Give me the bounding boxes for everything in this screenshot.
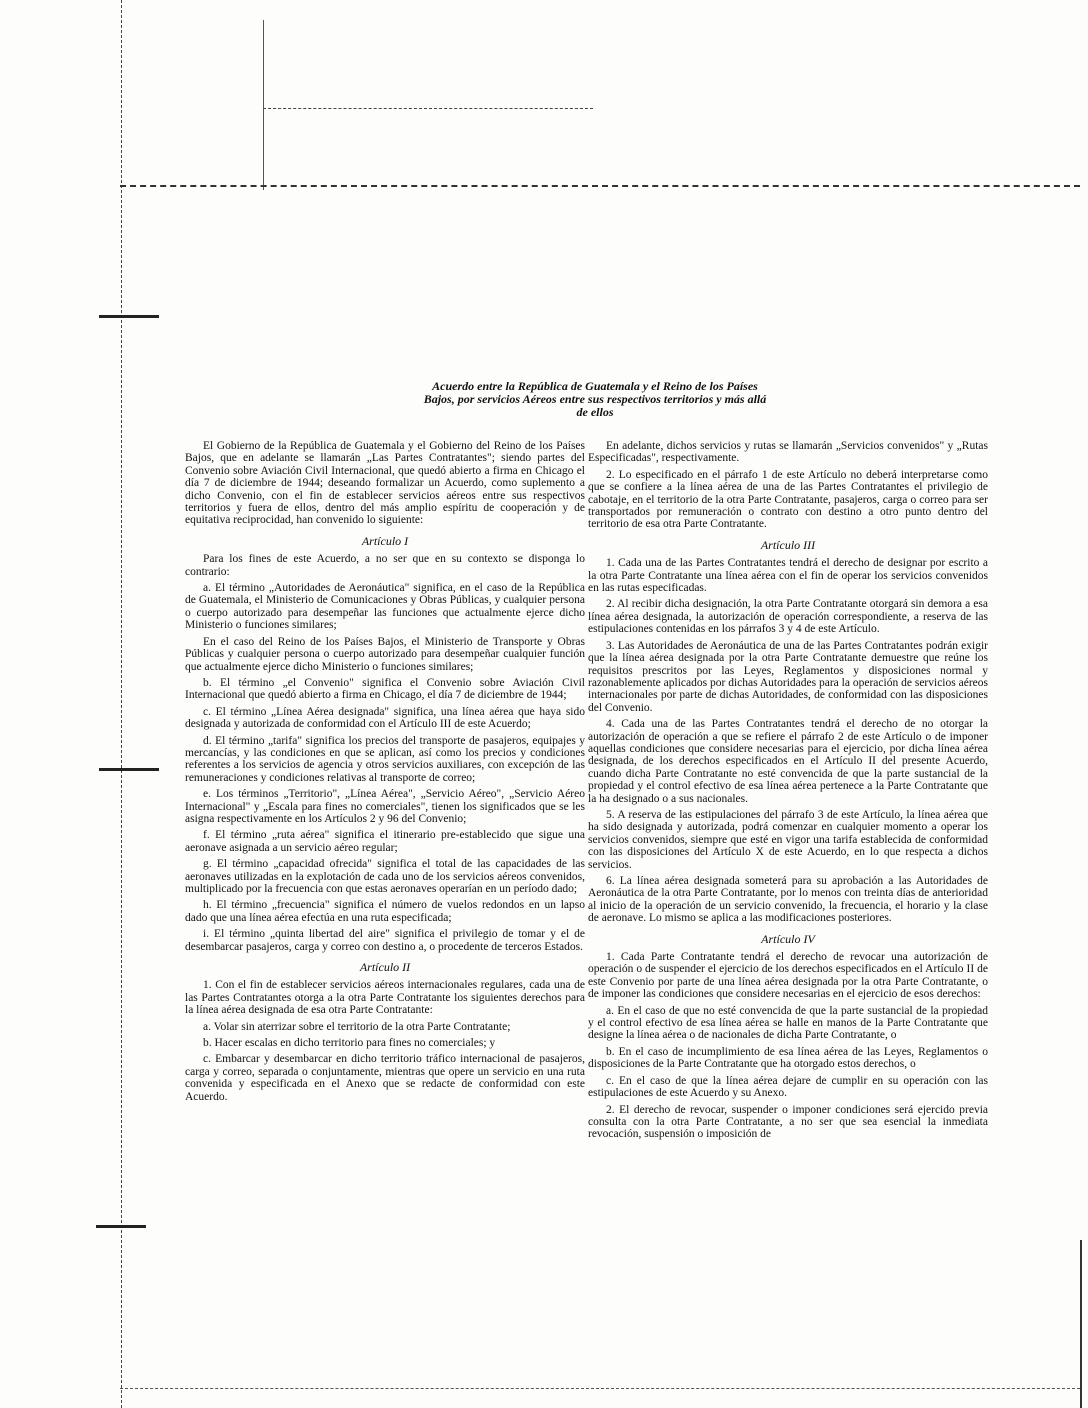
article-paragraph: 2. Al recibir dicha designación, la otra Parte Contratante otorgará sin demora a esa línea aérea designada, la autorización de operación correspondiente, a reserva de las estipulaciones contenidas en los párrafos 3 y 4 de este Artículo.	[588, 598, 988, 636]
article-heading: Artículo I	[361, 533, 409, 548]
article-item: a. El término „Autoridades de Aeronáutica" significa, en el caso de la República de Guatemala, el Ministerio de Comunicaciones y Obras Públicas, y cualquier persona o cuerpo autorizado para desempeñar las funciones que actualmente ejerce dicho Ministerio o funciones similares;	[185, 582, 585, 632]
preamble-paragraph: El Gobierno de la República de Guatemala y el Gobierno del Reino de los Países Bajos, que en adelante se llamarán „Las Partes Contratantes"; siendo partes del Convenio sobre Aviación Civil Internacional, que quedó abierto a firma en Chicago el día 7 de diciembre de 1944; deseando formalizar un Acuerdo, como suplemento a dicho Convenio, con el fin de establecer servicios aéreos entre sus respectivos territorios y fuera de ellos, dentro del más amplio espíritu de cooperación y de equitativa reciprocidad, han convenido lo siguiente:	[185, 440, 585, 527]
article-item: c. El término „Línea Aérea designada" significa, una línea aérea que haya sido designada y autorizada de conformidad con el Artículo III de este Acuerdo;	[185, 705, 585, 731]
article-paragraph: 1. Cada una de las Partes Contratantes tendrá el derecho de designar por escrito a la otra Parte Contratante una línea aérea con el fin de operar los servicios convenidos en las rutas especificadas.	[588, 557, 988, 595]
scan-edge-line	[263, 20, 264, 190]
article-paragraph: 5. A reserva de las estipulaciones del párrafo 3 de este Artículo, la línea aérea que ha sido designada y autorizada, podrá comenzar en cualquier momento a operar los servicios convenidos, siempre que esté en vigor una tarifa establecida de conformidad con las disposiciones del Artículo X de este Acuerdo, en lo que respecta a dichos servicios.	[588, 808, 988, 871]
scan-rule-mid	[120, 185, 1080, 187]
left-column	[185, 440, 585, 1107]
article-paragraph: 2. El derecho de revocar, suspender o imponer condiciones será ejercido previa consulta con la otra Parte Contratante, a no ser que sea esencial la inmediata revocación, suspensión o imposición de	[588, 1103, 988, 1141]
article-item: b. Hacer escalas en dicho territorio para fines no comerciales; y	[203, 1037, 496, 1050]
title-line: de ellos	[576, 405, 614, 419]
article-paragraph: 4. Cada una de las Partes Contratantes tendrá el derecho de no otorgar la autorización de operación a que se refiere el párrafo 2 de este Artículo o de imponer aquellas condiciones que considere necesarias para el ejercicio, por dicha línea aérea designada, de los derechos especificados en el Artículo II del presente Acuerdo, cuando dicha Parte Contratante no esté convencida de que la parte sustancial de la propiedad y el control efectivo de esa línea aérea pertenece a la Parte Contratante que la ha designado o a sus nacionales.	[588, 718, 988, 805]
title-line: Acuerdo entre la República de Guatemala y el Reino de los Países	[432, 379, 758, 393]
article-paragraph: 3. Las Autoridades de Aeronáutica de una de las Partes Contratantes podrán exigir que la línea aérea designada por la otra Parte Contratante demuestre que reúne los requisitos prescritos por las Leyes, Reglamentos y disposiciones normal y razonablemente aplicados por dichas Autoridades para la operación de servicios aéreos internacionales por parte de dichas Autoridades, de conformidad con las disposiciones del Convenio.	[588, 639, 988, 714]
article-item: f. El término „ruta aérea" significa el itinerario pre-establecido que sigue una aeronave asignada a un servicio aéreo regular;	[185, 829, 585, 854]
scan-rule-top	[263, 108, 593, 109]
article-item: d. El término „tarifa" significa los precios del transporte de pasajeros, equipajes y mercancías, y las condiciones en que se aplican, así como los precios y condiciones referentes a los servicios de agencia y otros servicios auxiliares, con excepción de las remuneraciones y condiciones relativas al transporte de correo;	[185, 734, 585, 784]
scan-right-edge	[1080, 1240, 1082, 1408]
article-item: i. El término „quinta libertad del aire" significa el privilegio de tomar y el de desembarcar pasajeros, carga y correo con destino a, o procedente de terceros Estados.	[185, 928, 585, 953]
article-item: c. Embarcar y desembarcar en dicho territorio tráfico internacional de pasajeros, carga y correo, separada o conjuntamente, mientras que opere un servicio en una ruta convenida y especificada en el Anexo que se redacte de conformidad con este Acuerdo.	[185, 1053, 585, 1103]
article-heading: Artículo II	[359, 960, 411, 975]
article-item: e. Los términos „Territorio", „Línea Aérea", „Servicio Aéreo", „Servicio Aéreo Internacional" y „Escala para fines no comerciales", tienen los significados que se les asigna respectivamente en los Artículos 2 y 96 del Convenio;	[185, 788, 585, 825]
article-paragraph: En adelante, dichos servicios y rutas se llamarán „Servicios convenidos" y „Rutas Especificadas", respectivamente.	[588, 440, 988, 465]
article-paragraph: Para los fines de este Acuerdo, a no ser que en su contexto se disponga lo contrario:	[185, 553, 585, 578]
article-paragraph: 1. Cada Parte Contratante tendrá el derecho de revocar una autorización de operación o de suspender el ejercicio de los derechos especificados en el Artículo II de este Convenio por parte de una línea aérea designada por la otra Parte Contratante, o de imponer las condiciones que considere necesarias en el ejercicio de esos derechos:	[588, 951, 988, 1001]
article-item: En el caso del Reino de los Países Bajos, el Ministerio de Transporte y Obras Públicas y cualquier persona o cuerpo autorizado para desempeñar cualquier función que actualmente ejerce dicho Ministerio o funciones similares;	[185, 635, 585, 673]
title-line: Bajos, por servicios Aéreos entre sus respectivos territorios y más allá	[423, 392, 767, 406]
article-item: h. El término „frecuencia" significa el número de vuelos redondos en un lapso dado que una línea aérea efectúa en una ruta especificada;	[185, 899, 585, 924]
scan-speck	[99, 315, 159, 318]
article-paragraph: 1. Con el fin de establecer servicios aéreos internacionales regulares, cada una de las Partes Contratantes otorga a la otra Parte Contratante los siguientes derechos para la línea aérea designada de esa otra Parte Contratante:	[185, 979, 585, 1017]
article-heading: Artículo III	[760, 537, 816, 552]
article-item: c. En el caso de que la línea aérea dejare de cumplir en su operación con las estipulaciones de este Acuerdo y su Anexo.	[588, 1074, 988, 1100]
document-title	[395, 380, 795, 419]
article-item: a. En el caso de que no esté convencida de que la parte sustancial de la propiedad y el control efectivo de esa línea aérea se halle en manos de la Parte Contratante que designe la línea aérea o de nacionales de dicha Parte Contratante, o	[588, 1004, 988, 1042]
scan-rule-bottom	[120, 1388, 1080, 1389]
article-item: g. El término „capacidad ofrecida" significa el total de las capacidades de las aeronaves utilizadas en la explotación de cada uno de los servicios aéreos convenidos, multiplicado por la frecuencia con que estas aeronaves operarían en un período dado;	[185, 858, 585, 895]
article-item: b. El término „el Convenio" significa el Convenio sobre Aviación Civil Internacional que quedó abierto a firma en Chicago, el día 7 de diciembre de 1944;	[185, 676, 585, 702]
article-paragraph: 6. La línea aérea designada someterá para su aprobación a las Autoridades de Aeronáutica de la otra Parte Contratante, por lo menos con treinta días de anterioridad al inicio de la operación de un servicio convenido, la frecuencia, el horario y la clase de aeronave. Lo mismo se aplica a las modificaciones posteriores.	[588, 875, 988, 925]
article-paragraph: 2. Lo especificado en el párrafo 1 de este Artículo no deberá interpretarse como que se confiere a la línea aérea de una de las Partes Contratantes el privilegio de cabotaje, en el territorio de la otra Parte Contratante, pasajeros, carga o correo para ser transportados por remuneración o contrato con destino a otro punto dentro del territorio de esa otra Parte Contratante.	[588, 468, 988, 531]
scan-speck	[96, 1225, 146, 1228]
article-item: a. Volar sin aterrizar sobre el territorio de la otra Parte Contratante;	[203, 1020, 511, 1033]
article-item: b. En el caso de incumplimiento de esa línea aérea de las Leyes, Reglamentos o disposiciones de la Parte Contratante que ha otorgado estos derechos, o	[588, 1045, 988, 1071]
article-heading: Artículo IV	[761, 931, 815, 946]
scan-speck	[99, 768, 159, 771]
right-column	[588, 440, 988, 1145]
scan-binding-line	[121, 0, 122, 1408]
